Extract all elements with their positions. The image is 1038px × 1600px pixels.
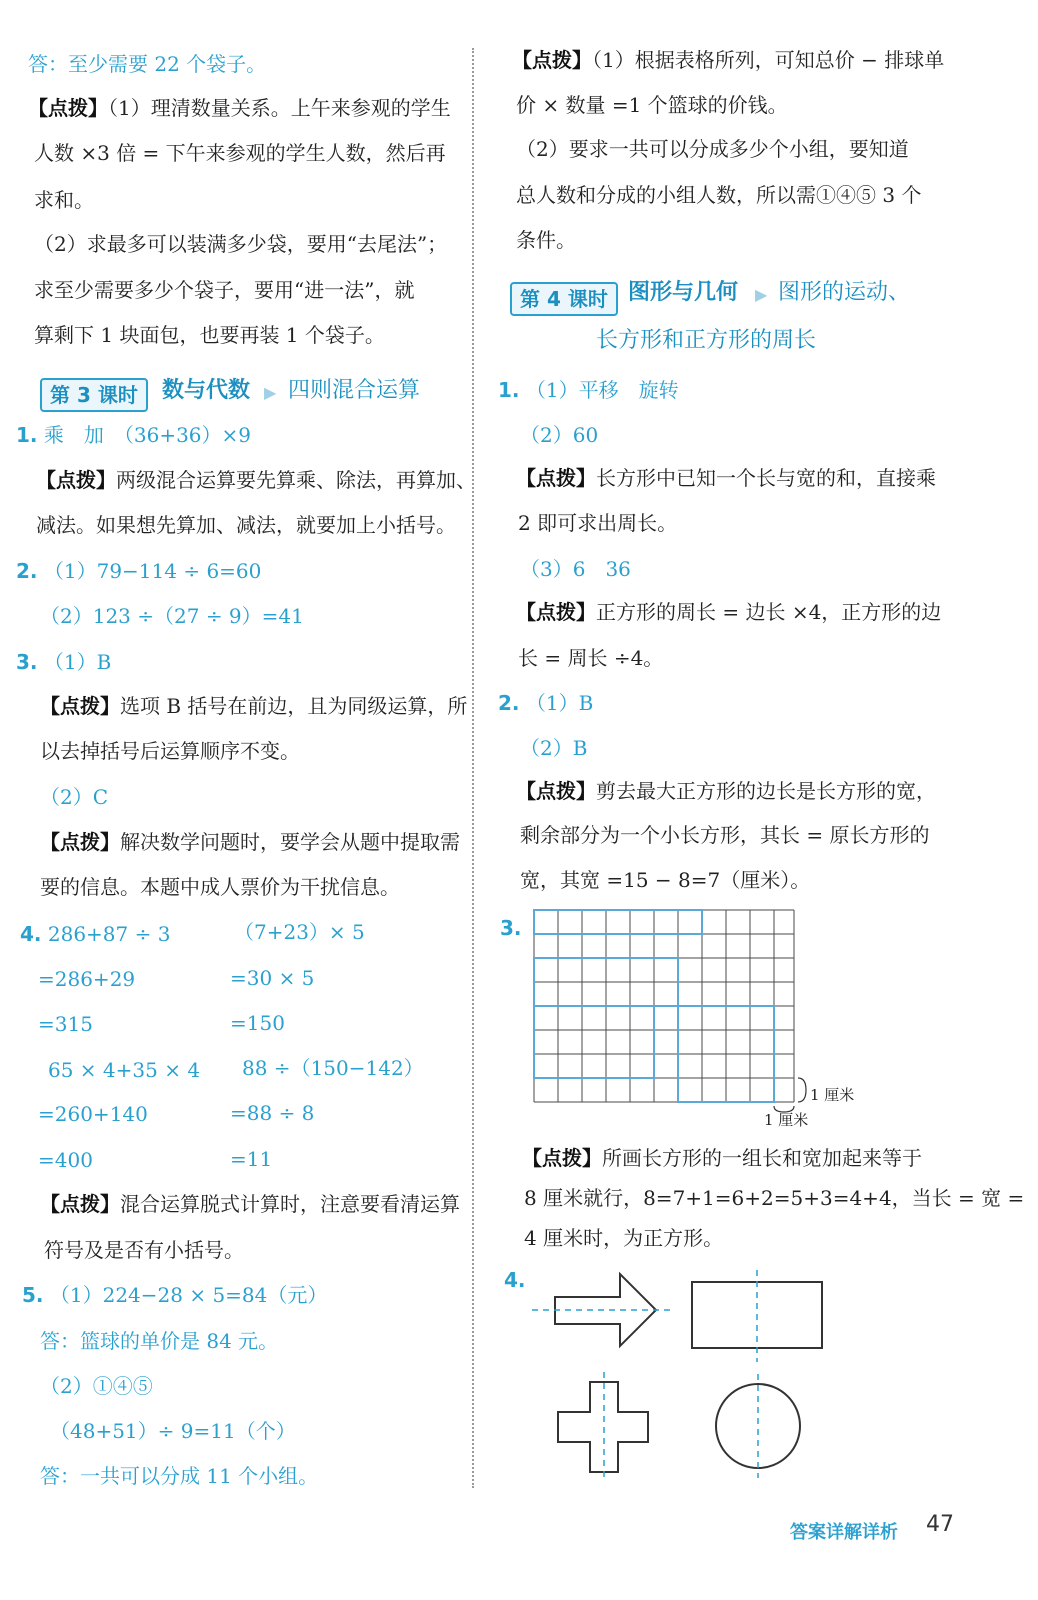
lesson-category: 数与代数	[162, 378, 251, 403]
question-number: 1.	[16, 423, 38, 447]
circle-shape	[716, 1374, 800, 1478]
cross-shape	[558, 1372, 648, 1480]
answer-text: 答：一共可以分成 11 个小组。	[40, 1464, 319, 1488]
lesson-arrow-icon: ▶	[755, 285, 768, 304]
arrow-shape	[532, 1274, 672, 1346]
tip-line: 求至少需要多少个袋子，要用“进一法”，就	[34, 278, 415, 302]
question-2	[16, 557, 261, 585]
tip-tag: 【点拨】	[40, 694, 120, 718]
calc-step: =315	[38, 1012, 93, 1036]
calc-step: =286+29	[38, 967, 136, 991]
answer-text: 答：至少需要 22 个袋子。	[28, 52, 267, 76]
tip-line: 以去掉括号后运算顺序不变。	[40, 739, 300, 763]
rectangle-shape	[692, 1270, 822, 1362]
tip-line	[36, 466, 476, 494]
tip-text: 混合运算脱式计算时，注意要看清运算	[120, 1192, 460, 1216]
question-number: 3.	[500, 916, 522, 940]
answer-text: （2）123 ÷（27 ÷ 9）=41	[40, 604, 304, 628]
tip-line	[516, 464, 936, 492]
answer-text: （2）①④⑤	[40, 1374, 153, 1398]
calc-step: 286+87 ÷ 3	[47, 922, 171, 946]
lesson-topic: 长方形和正方形的周长	[596, 328, 817, 353]
lesson-category: 图形与几何	[628, 280, 739, 305]
tip-tag: 【点拨】	[40, 1192, 120, 1216]
tip-line: 要的信息。本题中成人票价为干扰信息。	[40, 875, 400, 899]
tip-line: 8 厘米就行，8=7+1=6+2=5+3=4+4，当长 = 宽 =	[524, 1186, 1025, 1210]
tip-text: 所画长方形的一组长和宽加起来等于	[602, 1146, 922, 1170]
page-number: 47	[926, 1512, 954, 1537]
footer-label: 答案详解详析	[790, 1522, 898, 1543]
tip-line: （2）求最多可以装满多少袋，要用“去尾法”；	[34, 232, 448, 256]
tip-line	[28, 94, 451, 122]
answer-text: （1）79−114 ÷ 6=60	[43, 559, 262, 583]
symmetry-figures	[520, 1262, 850, 1482]
tip-line: 4 厘米时，为正方形。	[524, 1226, 724, 1250]
grid-label-horizontal: 1 厘米	[764, 1111, 809, 1129]
answer-text: （2）B	[520, 736, 588, 760]
grid-label-vertical: 1 厘米	[810, 1086, 855, 1104]
tip-line: 求和。	[34, 188, 94, 212]
calc-step: 88 ÷（150−142）	[242, 1056, 424, 1080]
tip-line	[516, 777, 936, 805]
question-2	[498, 689, 593, 717]
calc-step: =11	[230, 1147, 273, 1171]
tip-line: 价 × 数量 =1 个篮球的价钱。	[516, 93, 788, 117]
tip-tag: 【点拨】	[512, 48, 592, 72]
question-3	[500, 914, 522, 942]
tip-line	[512, 46, 944, 74]
tip-line: 剩余部分为一个小长方形，其长 = 原长方形的	[520, 823, 930, 847]
tip-line: 人数 ×3 倍 = 下午来参观的学生人数，然后再	[34, 141, 446, 165]
tip-line: 符号及是否有小括号。	[44, 1238, 244, 1262]
calc-step: =88 ÷ 8	[230, 1101, 315, 1125]
tip-text: （1）根据表格所列，可知总价 − 排球单	[592, 48, 945, 72]
calc-step: =400	[38, 1148, 93, 1172]
question-1	[16, 421, 251, 449]
calc-step: （7+23）× 5	[234, 920, 365, 944]
question-number: 1.	[498, 378, 520, 402]
tip-tag: 【点拨】	[36, 468, 116, 492]
tip-line: （2）要求一共可以分成多少个小组，要知道	[516, 137, 909, 161]
answer-text: （3）6 36	[520, 557, 631, 581]
tip-text: 选项 B 括号在前边，且为同级运算，所	[120, 694, 468, 718]
answer-text: （2）C	[40, 785, 109, 809]
question-3	[16, 648, 111, 676]
tip-line: 总人数和分成的小组人数，所以需①④⑤ 3 个	[516, 183, 922, 207]
tip-text: 剪去最大正方形的边长是长方形的宽，	[596, 779, 936, 803]
calc-step: =30 × 5	[230, 966, 315, 990]
tip-tag: 【点拨】	[522, 1146, 602, 1170]
tip-text: 解决数学问题时，要学会从题中提取需	[120, 830, 460, 854]
question-number: 4.	[504, 1268, 526, 1292]
question-number: 2.	[16, 559, 38, 583]
question-number: 4.	[20, 922, 42, 946]
tip-line: 条件。	[516, 228, 576, 252]
question-1	[498, 376, 679, 404]
tip-line: 长 = 周长 ÷4。	[518, 646, 664, 670]
calc-step: 65 × 4+35 × 4	[48, 1058, 201, 1082]
grid-figure	[520, 900, 880, 1135]
tip-text: 正方形的周长 = 边长 ×4，正方形的边	[596, 600, 942, 624]
calc-step: =150	[230, 1011, 285, 1035]
question-number: 2.	[498, 691, 520, 715]
answer-text: （1）B	[43, 650, 112, 674]
tip-text: 长方形中已知一个长与宽的和，直接乘	[596, 466, 936, 490]
tip-tag: 【点拨】	[28, 96, 108, 120]
answer-text: （2）60	[520, 423, 599, 447]
tip-tag: 【点拨】	[40, 830, 120, 854]
answer-text: 答：篮球的单价是 84 元。	[40, 1329, 279, 1353]
tip-tag: 【点拨】	[516, 466, 596, 490]
lesson-topic: 图形的运动、	[778, 280, 911, 305]
tip-line: 减法。如果想先算加、减法，就要加上小括号。	[36, 513, 456, 537]
tip-text: （1）理清数量关系。上午来参观的学生	[108, 96, 451, 120]
tip-text: 两级混合运算要先算乘、除法，再算加、	[116, 468, 476, 492]
tip-line: 2 即可求出周长。	[518, 511, 678, 535]
tip-line: 宽，其宽 =15 − 8=7（厘米）。	[520, 868, 811, 892]
question-number: 3.	[16, 650, 38, 674]
tip-line	[40, 1190, 460, 1218]
answer-text: （1）B	[525, 691, 594, 715]
lesson-arrow-icon: ▶	[264, 383, 277, 402]
tip-tag: 【点拨】	[516, 600, 596, 624]
calc-step: =260+140	[38, 1102, 148, 1126]
answer-text: （1）224−28 × 5=84（元）	[49, 1283, 328, 1307]
q4-row	[20, 920, 170, 948]
brace-vertical	[798, 1078, 806, 1102]
tip-line	[40, 692, 467, 720]
calc-step: （48+51）÷ 9=11（个）	[50, 1419, 296, 1443]
column-divider	[472, 48, 474, 1488]
question-5	[22, 1281, 327, 1309]
tip-line	[516, 598, 941, 626]
answer-text: 乘 加 （36+36）×9	[43, 423, 252, 447]
lesson-badge: 第 4 课时	[510, 282, 618, 316]
lesson-topic: 四则混合运算	[288, 378, 421, 403]
tip-line	[522, 1144, 922, 1172]
lesson-badge: 第 3 课时	[40, 378, 148, 412]
tip-tag: 【点拨】	[516, 779, 596, 803]
question-number: 5.	[22, 1283, 44, 1307]
tip-line	[40, 828, 460, 856]
tip-line: 算剩下 1 块面包，也要再装 1 个袋子。	[34, 323, 385, 347]
answer-text: （1）平移 旋转	[525, 378, 679, 402]
